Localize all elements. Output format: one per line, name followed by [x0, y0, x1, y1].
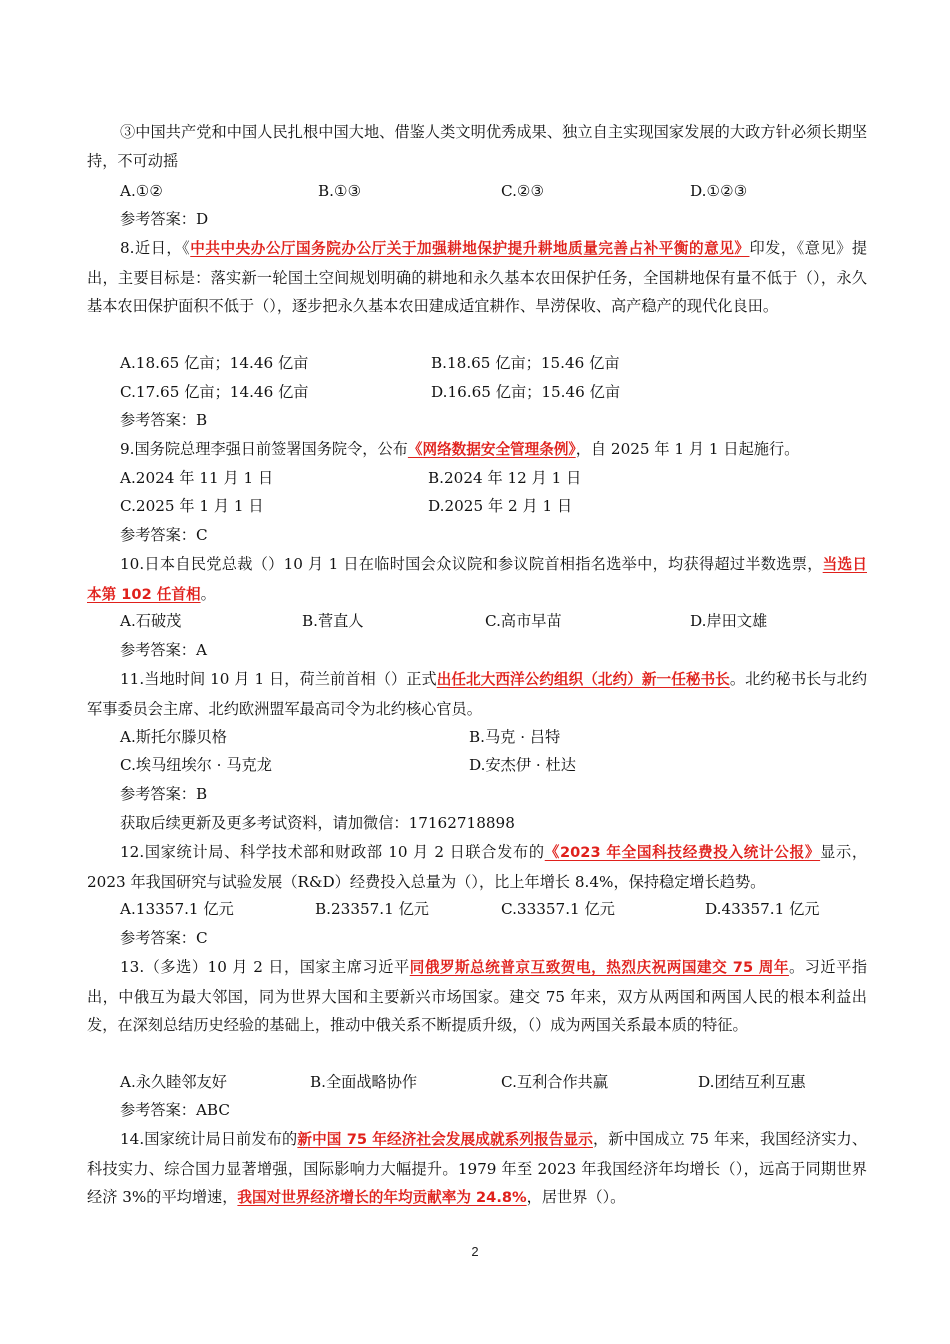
option-c: C.埃马纽埃尔 · 马克龙 [120, 756, 272, 774]
option-a: A.13357.1 亿元 [120, 900, 234, 918]
highlight-link: 《网络数据安全管理条例》 [407, 441, 576, 458]
options-row [120, 378, 880, 406]
question-9: 9.国务院总理李强日前签署国务院令，公布《网络数据安全管理条例》，自 2025 年 1 月 1 日起施行。 [120, 440, 800, 458]
option-d: D.2025 年 2 月 1 日 [428, 497, 573, 515]
answer: 参考答案：B [120, 411, 208, 429]
wechat-notice: 获取后续更新及更多考试资料，请加微信：17162718898 [120, 814, 515, 832]
options-row [120, 1068, 880, 1096]
answer: 参考答案：B [120, 785, 208, 803]
option-d: D.安杰伊 · 杜达 [469, 756, 576, 774]
options-row [120, 723, 880, 751]
option-b: B.菅直人 [302, 612, 364, 630]
options-row [120, 492, 880, 520]
answer: 参考答案：D [120, 210, 209, 228]
highlight-link: 新中国 75 年经济社会发展成就系列报告显示 [297, 1131, 593, 1148]
option-d: D.43357.1 亿元 [705, 900, 820, 918]
option-d: D.16.65 亿亩；15.46 亿亩 [431, 383, 621, 401]
options-row [120, 349, 880, 377]
options-row [120, 751, 880, 779]
question-8: 8.近日，《中共中央办公厅国务院办公厅关于加强耕地保护提升耕地质量完善占补平衡的意见》印发，《意见》提出，主要目标是：落实新一轮国土空间规划明确的耕地和永久基本农田保护任务，全国耕地保有量不低于（），永久基本农田保护面积不低于（），逐步把永久基本农田建成适宜耕作、旱涝保收、高产稳产的现代化良田。 [87, 239, 868, 315]
question-12: 12.国家统计局、科学技术部和财政部 10 月 2 日联合发布的《2023 年全国科技经费投入统计公报》显示，2023 年我国研究与试验发展（R&D）经费投入总量为（），比上年增长 8.4%，保持稳定增长趋势。 [87, 843, 868, 891]
statement-3: ③中国共产党和中国人民扎根中国大地、借鉴人类文明优秀成果、独立自主实现国家发展的大政方针必须长期坚持，不可动摇 [87, 123, 867, 170]
option-a: A.2024 年 11 月 1 日 [120, 469, 274, 487]
option-b: B.马克 · 吕特 [469, 728, 561, 746]
answer: 参考答案：A [120, 641, 207, 659]
answer: 参考答案：C [120, 526, 208, 544]
question-10: 10.日本自民党总裁（）10 月 1 日在临时国会众议院和参议院首相指名选举中，均获得超过半数选票，当选日本第 102 任首相。 [87, 555, 867, 603]
options-row [120, 895, 880, 923]
option-b: B.①③ [318, 182, 362, 200]
highlight-link: 出任北大西洋公约组织（北约）新一任秘书长 [436, 671, 730, 688]
option-c: C.33357.1 亿元 [501, 900, 615, 918]
option-a: A.①② [120, 182, 164, 200]
highlight-link: 中共中央办公厅国务院办公厅关于加强耕地保护提升耕地质量完善占补平衡的意见》 [190, 240, 750, 257]
highlight-link: 我国对世界经济增长的年均贡献率为 24.8% [237, 1189, 527, 1206]
option-b: B.23357.1 亿元 [315, 900, 429, 918]
option-d: D.岸田文雄 [690, 612, 768, 630]
option-d: D.①②③ [690, 182, 748, 200]
option-c: C.高市早苗 [485, 612, 562, 630]
option-c: C.互利合作共赢 [501, 1073, 609, 1091]
option-a: A.石破茂 [120, 612, 182, 630]
option-a: A.斯托尔滕贝格 [120, 728, 227, 746]
page-number: 2 [471, 1244, 479, 1259]
option-b: B.全面战略协作 [310, 1073, 418, 1091]
option-d: D.团结互利互惠 [698, 1073, 806, 1091]
highlight-link: 同俄罗斯总统普京互致贺电，热烈庆祝两国建交 75 周年 [409, 959, 789, 976]
options-row [120, 464, 880, 492]
question-11: 11.当地时间 10 月 1 日，荷兰前首相（）正式出任北大西洋公约组织（北约）新一任秘书长。北约秘书长与北约军事委员会主席、北约欧洲盟军最高司令为北约核心官员。 [87, 670, 868, 718]
option-b: B.18.65 亿亩；15.46 亿亩 [431, 354, 620, 372]
highlight-link: 当选日本第 102 任首相 [87, 556, 867, 603]
answer: 参考答案：C [120, 929, 208, 947]
answer: 参考答案：ABC [120, 1101, 230, 1119]
option-a: A.永久睦邻友好 [120, 1073, 227, 1091]
question-14: 14.国家统计局日前发布的新中国 75 年经济社会发展成就系列报告显示，新中国成立 75 年来，我国经济实力、科技实力、综合国力显著增强，国际影响力大幅提升。1979 年至 2023 年我国经济年均增长（），远高于同期世界经济 3%的平均增速，我国对世界经济增长的年均贡献率为 24.8%，居世界（）。 [87, 1130, 868, 1206]
option-c: C.2025 年 1 月 1 日 [120, 497, 264, 515]
option-c: C.②③ [501, 182, 545, 200]
highlight-link: 《2023 年全国科技经费投入统计公报》 [544, 844, 821, 861]
option-b: B.2024 年 12 月 1 日 [428, 469, 582, 487]
option-c: C.17.65 亿亩；14.46 亿亩 [120, 383, 309, 401]
question-13: 13.（多选）10 月 2 日，国家主席习近平同俄罗斯总统普京互致贺电，热烈庆祝两国建交 75 周年。习近平指出，中俄互为最大邻国，同为世界大国和主要新兴市场国家。建交 75 年来，双方从两国和两国人民的根本利益出发，在深刻总结历史经验的基础上，推动中俄关系不断提质升级，（）成为两国关系最本质的特征。 [87, 958, 868, 1034]
options-row [120, 607, 880, 635]
option-a: A.18.65 亿亩；14.46 亿亩 [120, 354, 309, 372]
options-row [120, 177, 880, 205]
